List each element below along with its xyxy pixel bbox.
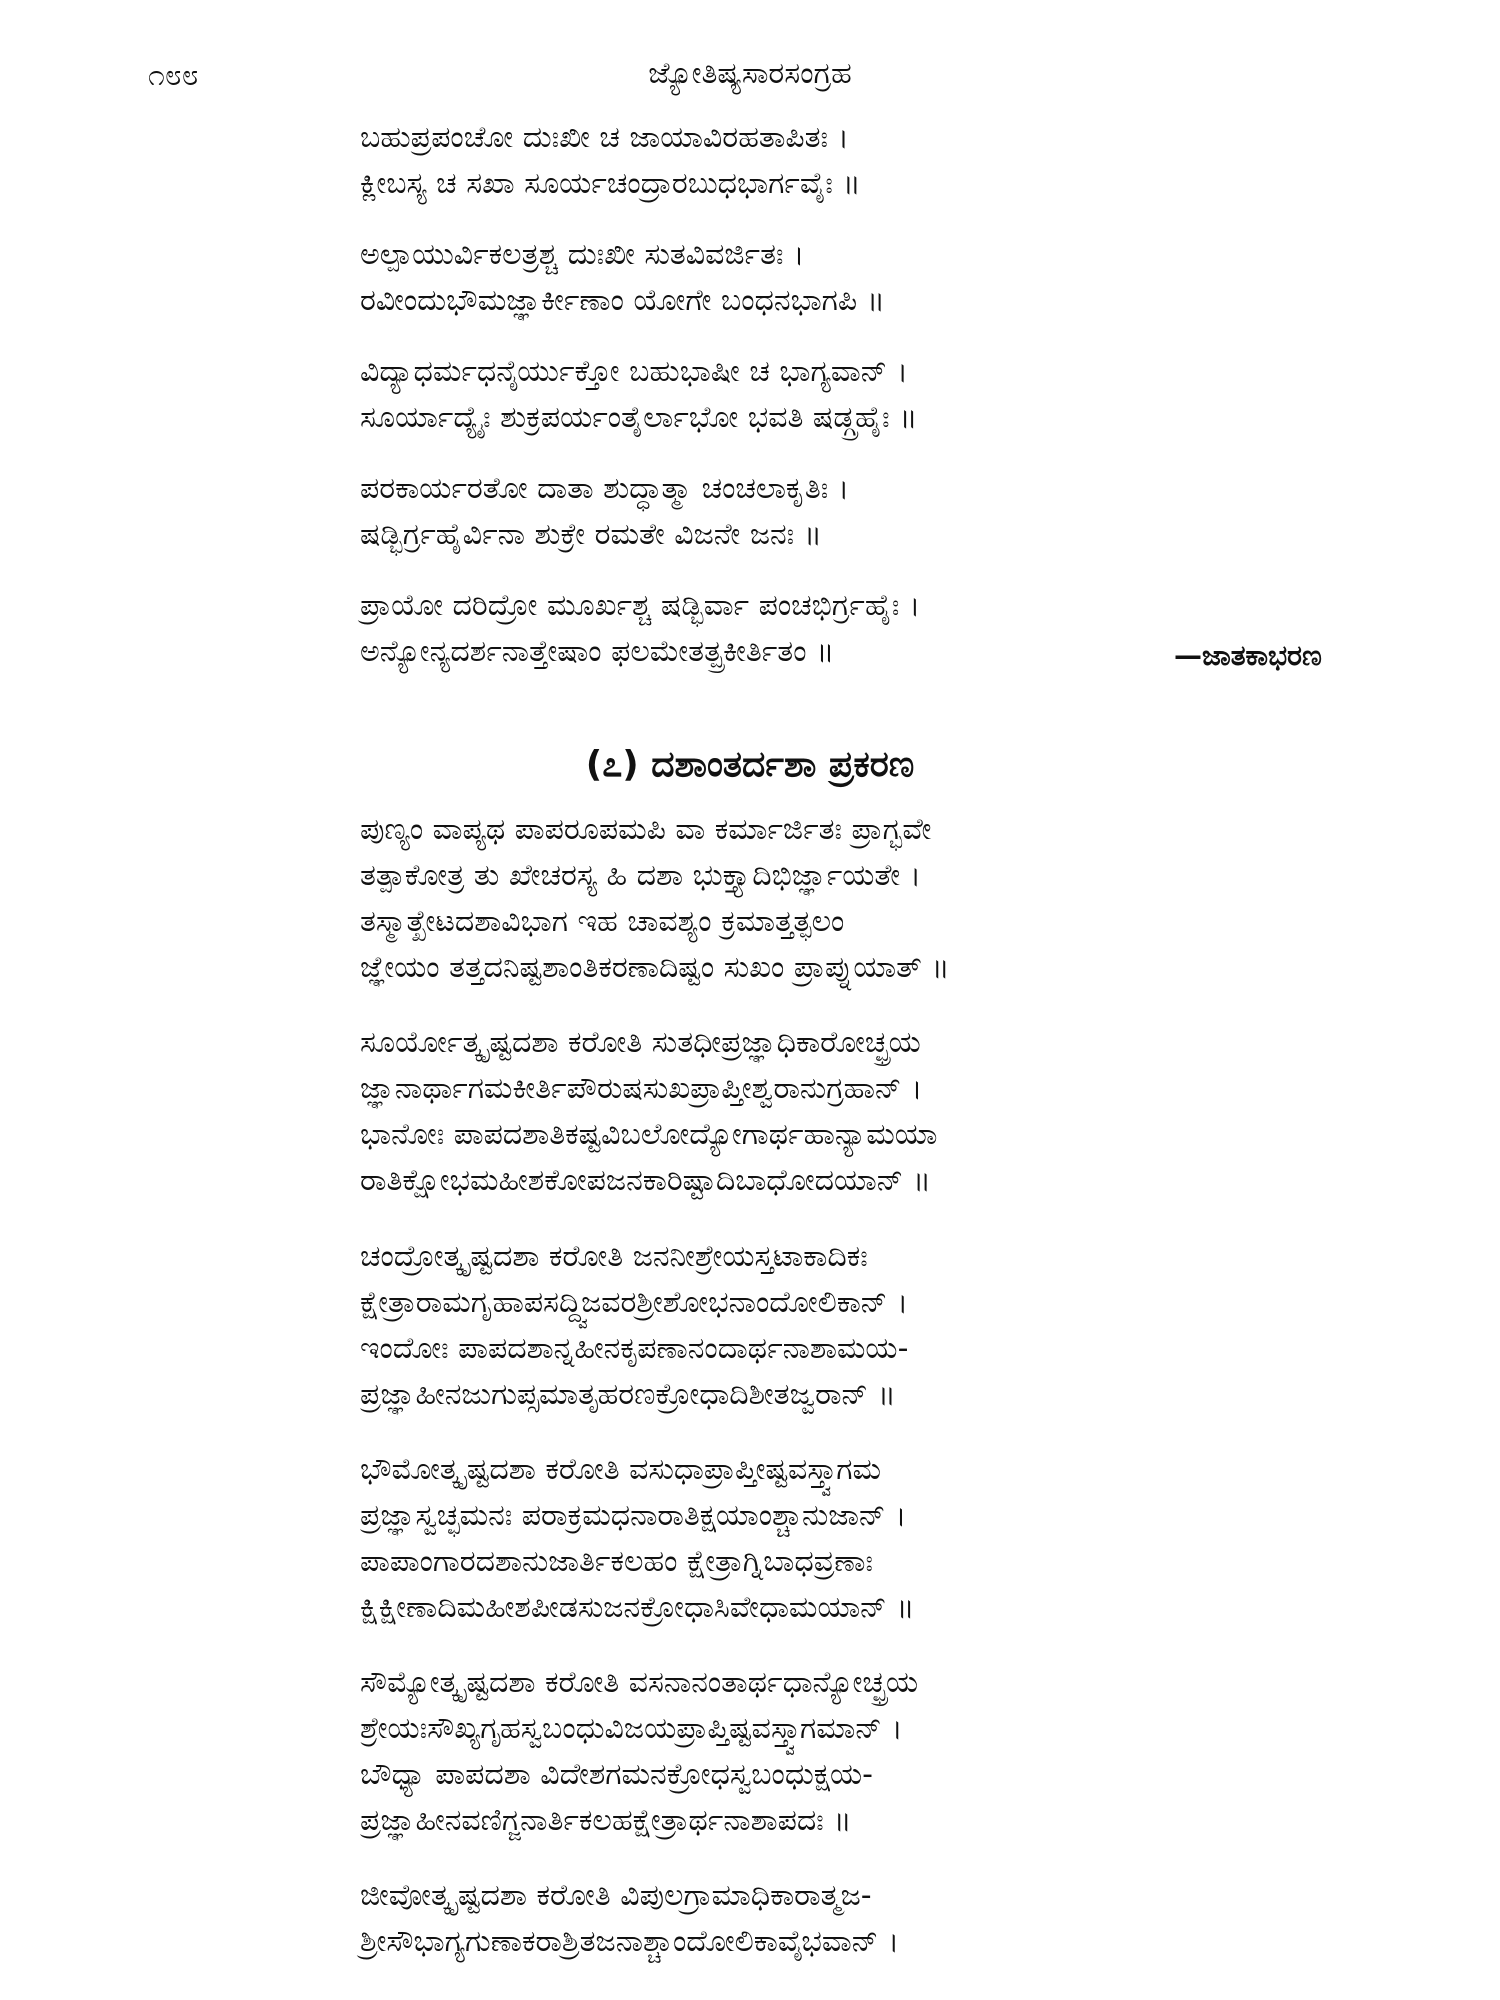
verse-line: ಪಾಪಾಂಗಾರದಶಾನುಜಾರ್ತಿಕಲಹಂ ಕ್ಷೇತ್ರಾಗ್ನಿಬಾಧವ್ರಣಾಃ bbox=[360, 1544, 873, 1579]
page-number: ೧೮೮ bbox=[148, 58, 199, 93]
verse-line: ಶ್ರೇಯಃಸೌಖ್ಯಗೃಹಸ್ವಬಂಧುವಿಜಯಪ್ರಾಪ್ತಿಷ್ಟವಸ್ತ್ವಾಗಮಾನ್ । bbox=[360, 1711, 903, 1746]
verse-stanza bbox=[360, 1660, 1360, 1844]
verse-line: ಅನ್ಯೋನ್ಯದರ್ಶನಾತ್ತೇಷಾಂ ಫಲಮೇತತ್ಪ್ರಕೀರ್ತಿತಂ ॥ bbox=[360, 634, 835, 669]
verse-line: ಬೌಧ್ಯಾ ಪಾಪದಶಾ ವಿದೇಶಗಮನಕ್ರೋಧಸ್ವಬಂಧುಕ್ಷಯ- bbox=[360, 1757, 873, 1792]
verse-line: ಅಲ್ಪಾಯುರ್ವಿಕಲತ್ರಶ್ಚ ದುಃಖೀ ಸುತವಿವರ್ಜಿತಃ । bbox=[360, 237, 805, 272]
verse-line: ತತ್ಪಾಕೋತ್ರ ತು ಖೇಚರಸ್ಯ ಹಿ ದಶಾ ಭುಕ್ತ್ಯಾದಿಭಿರ್ಜ್ಞಾಯತೇ । bbox=[360, 858, 922, 893]
verse-line: ಪ್ರಜ್ಞಾಹೀನವಣಿಗ್ಜನಾರ್ತಿಕಲಹಕ್ಷೇತ್ರಾರ್ಥನಾಶಾಪದಃ ॥ bbox=[360, 1803, 852, 1838]
verse-line: ಪ್ರಜ್ಞಾಸ್ವಚ್ಛಮನಃ ಪರಾಕ್ರಮಧನಾರಾತಿಕ್ಷಯಾಂಶ್ಚಾನುಜಾನ್ । bbox=[360, 1498, 907, 1533]
verse-line: ಪ್ರಜ್ಞಾಹೀನಜುಗುಪ್ಸಮಾತೃಹರಣಕ್ರೋಧಾದಿಶೀತಜ್ವರಾನ್ ॥ bbox=[360, 1377, 896, 1412]
verse-line: ಜೀವೋತ್ಕೃಷ್ಟದಶಾ ಕರೋತಿ ವಿಪುಲಗ್ರಾಮಾಧಿಕಾರಾತ್ಮಜ- bbox=[360, 1878, 872, 1913]
verse-line: ಪರಕಾರ್ಯರತೋ ದಾತಾ ಶುದ್ಧಾತ್ಮಾ ಚಂಚಲಾಕೃತಿಃ । bbox=[360, 471, 850, 506]
verse-stanza bbox=[360, 1020, 1360, 1204]
verse-line: ಷಡ್ಭಿರ್ಗ್ರಹೈರ್ವಿನಾ ಶುಕ್ರೇ ರಮತೇ ವಿಜನೇ ಜನಃ ॥ bbox=[360, 517, 822, 552]
verse-line: ರಾತಿಕ್ಷೋಭಮಹೀಶಕೋಪಜನಕಾರಿಷ್ಟಾದಿಬಾಧೋದಯಾನ್ ॥ bbox=[360, 1163, 931, 1198]
verse-stanza bbox=[360, 232, 1360, 324]
verse-line: ಪ್ರಾಯೋ ದರಿದ್ರೋ ಮೂರ್ಖಶ್ಚ ಷಡ್ಭಿರ್ವಾ ಪಂಚಭಿರ್ಗ್ರಹೈಃ । bbox=[360, 588, 921, 623]
verse-line: ಕ್ಷಿಕ್ಷೀಣಾದಿಮಹೀಶಪೀಡಸುಜನಕ್ರೋಧಾಸಿವೇಧಾಮಯಾನ್ ॥ bbox=[360, 1590, 915, 1625]
verse-line: ತಸ್ಮಾತ್ಖೇಟದಶಾವಿಭಾಗ ಇಹ ಚಾವಶ್ಯಂ ಕ್ರಮಾತ್ತತ್ಫಲಂ bbox=[360, 904, 845, 939]
verse-stanza bbox=[360, 115, 1360, 207]
section-heading: (೭) ದಶಾಂತರ್ದಶಾ ಪ್ರಕರಣ bbox=[585, 744, 915, 785]
verse-stanza bbox=[360, 1234, 1360, 1418]
verse-line: ಬಹುಪ್ರಪಂಚೋ ದುಃಖೀ ಚ ಜಾಯಾವಿರಹತಾಪಿತಃ । bbox=[360, 120, 849, 155]
running-title: ಜ್ಯೋತಿಷ್ಯಸಾರಸಂಗ್ರಹ bbox=[648, 56, 852, 91]
verse-line: ಇಂದೋಃ ಪಾಪದಶಾನ್ನಹೀನಕೃಪಣಾನಂದಾರ್ಥನಾಶಾಮಯ- bbox=[360, 1331, 909, 1366]
verse-line: ಭಾನೋಃ ಪಾಪದಶಾತಿಕಷ್ಟವಿಬಲೋದ್ಯೋಗಾರ್ಥಹಾನ್ಯಾಮಯಾ bbox=[360, 1117, 938, 1152]
source-attribution: —ಜಾತಕಾಭರಣ bbox=[1174, 639, 1322, 672]
verse-line: ರವೀಂದುಭೌಮಜ್ಞಾರ್ಕೀಣಾಂ ಯೋಗೇ ಬಂಧನಭಾಗಪಿ ॥ bbox=[360, 283, 885, 318]
verse-line: ಸೂರ್ಯಾದ್ಯೈಃ ಶುಕ್ರಪರ್ಯಂತೈರ್ಲಾಭೋ ಭವತಿ ಷಡ್ಗ್ರಹೈಃ ॥ bbox=[360, 400, 918, 435]
verse-line: ಚಂದ್ರೋತ್ಕೃಷ್ಟದಶಾ ಕರೋತಿ ಜನನೀಶ್ರೇಯಸ್ತಟಾಕಾದಿಕಃ bbox=[360, 1239, 868, 1274]
verse-line: ಪುಣ್ಯಂ ವಾಪ್ಯಥ ಪಾಪರೂಪಮಪಿ ವಾ ಕರ್ಮಾರ್ಜಿತಃ ಪ್ರಾಗ್ಭವೇ bbox=[360, 812, 932, 847]
verse-line: ಭೌಮೋತ್ಕೃಷ್ಟದಶಾ ಕರೋತಿ ವಸುಧಾಪ್ರಾಪ್ತೀಷ್ಟವಸ್ತ್ವಾಗಮ bbox=[360, 1452, 882, 1487]
verse-line: ಜ್ಞೇಯಂ ತತ್ತದನಿಷ್ಟಶಾಂತಿಕರಣಾದಿಷ್ಟಂ ಸುಖಂ ಪ್ರಾಪ್ನುಯಾತ್ ॥ bbox=[360, 950, 950, 985]
verse-stanza bbox=[360, 1447, 1360, 1631]
verse-line: ಸೌಮ್ಯೋತ್ಕೃಷ್ಟದಶಾ ಕರೋತಿ ವಸನಾನಂತಾರ್ಥಧಾನ್ಯೋಚ್ಛ್ರಯ bbox=[360, 1665, 919, 1700]
verse-line: ಶ್ರೀಸೌಭಾಗ್ಯಗುಣಾಕರಾಶ್ರಿತಜನಾಶ್ಚಾಂದೋಲಿಕಾವೈಭವಾನ್ । bbox=[360, 1924, 900, 1959]
verse-line: ಸೂರ್ಯೋತ್ಕೃಷ್ಟದಶಾ ಕರೋತಿ ಸುತಧೀಪ್ರಜ್ಞಾಧಿಕಾರೋಚ್ಛ್ರಯ bbox=[360, 1025, 921, 1060]
verse-stanza bbox=[360, 466, 1360, 558]
verse-line: ಕ್ಲೀಬಸ್ಯ ಚ ಸಖಾ ಸೂರ್ಯಚಂದ್ರಾರಬುಧಭಾರ್ಗವೈಃ ॥ bbox=[360, 166, 861, 201]
verse-stanza bbox=[360, 349, 1360, 441]
verse-line: ವಿದ್ಯಾಧರ್ಮಧನೈರ್ಯುಕ್ತೋ ಬಹುಭಾಷೀ ಚ ಭಾಗ್ಯವಾನ್ । bbox=[360, 354, 909, 389]
verse-stanza bbox=[360, 807, 1360, 991]
verse-line: ಕ್ಷೇತ್ರಾರಾಮಗೃಹಾಪಸದ್ದ್ವಿಜವರಶ್ರೀಶೋಭನಾಂದೋಲಿಕಾನ್ । bbox=[360, 1285, 909, 1320]
verse-line: ಜ್ಞಾನಾರ್ಥಾಗಮಕೀರ್ತಿಪೌರುಷಸುಖಪ್ರಾಪ್ತೀಶ್ವರಾನುಗ್ರಹಾನ್ । bbox=[360, 1071, 923, 1106]
verse-stanza bbox=[360, 1873, 1360, 1965]
